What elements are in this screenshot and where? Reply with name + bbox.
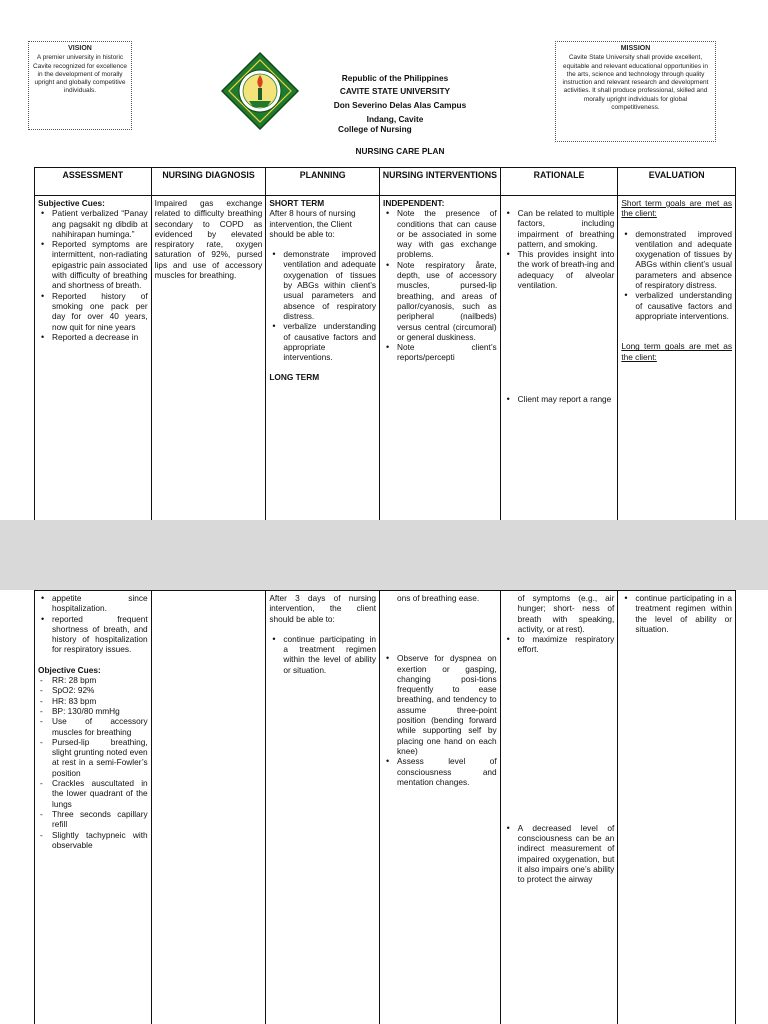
mission-box bbox=[555, 41, 716, 142]
list-item: • This provides insight into the work of breath-ing and adequacy of alveolar ventilation. bbox=[504, 249, 615, 290]
campus-location: Indang, Cavite bbox=[366, 114, 424, 124]
list-item: - BP: 130/80 mmHg bbox=[38, 706, 148, 716]
planning-cell bbox=[266, 591, 380, 1024]
diagnosis-text: Impaired gas exchange related to difficulty breathing secondary to COPD as evidenced by elevated respiratory rate, oxygen saturation of 92%, pursed lips and use of accessory muscles for breathing. bbox=[154, 198, 263, 281]
campus-name: Don Severino Delas Alas Campus bbox=[333, 100, 467, 110]
care-plan-table bbox=[34, 167, 736, 520]
list-item: • Client may report a range bbox=[504, 394, 615, 404]
list-item: - SpO2: 92% bbox=[38, 685, 148, 695]
interventions-cell bbox=[380, 196, 501, 520]
short-term-intro: After 8 hours of nursing intervention, the Client should be able to: bbox=[269, 208, 356, 239]
list-item: • verbalized understanding of causative factors and appropriate interventions. bbox=[621, 290, 732, 321]
assessment-cell bbox=[35, 196, 152, 520]
assessment-cell bbox=[35, 591, 152, 1024]
list-item: • continue participating in a treatment regimen within the level of ability or situation. bbox=[621, 593, 732, 634]
long-term-goals-heading: Long term goals are met as the client: bbox=[621, 341, 733, 362]
list-item: • verbalize understanding of causative factors and appropriate interventions. bbox=[269, 321, 376, 362]
vision-box bbox=[28, 41, 132, 130]
independent-heading: INDEPENDENT: bbox=[383, 198, 445, 208]
list-item: - RR: 28 bpm bbox=[38, 675, 148, 685]
column-header: RATIONALE bbox=[501, 168, 619, 195]
column-header: PLANNING bbox=[266, 168, 380, 195]
evaluation-cell bbox=[618, 196, 735, 520]
list-item: • continue participating in a treatment regimen within the level of ability or situation. bbox=[269, 634, 376, 675]
university-name: CAVITE STATE UNIVERSITY bbox=[339, 86, 451, 96]
list-item: - Slightly tachypneic with observable bbox=[38, 830, 148, 851]
long-term-heading: LONG TERM bbox=[269, 372, 320, 383]
list-item: • Reported symptoms are intermittent, non-radiating epigastric pain associated with difficulty of breathing and shortness of breath. bbox=[38, 239, 148, 290]
list-item: • Reported a decrease in bbox=[38, 332, 148, 342]
objective-cues-heading: Objective Cues: bbox=[38, 664, 101, 675]
column-header: NURSING INTERVENTIONS bbox=[380, 168, 501, 195]
list-item: • demonstrate improved ventilation and adequate oxygenation of tissues by ABGs within client’s usual parameters and absence of respiratory distress. bbox=[269, 249, 376, 321]
list-item: • Assess level of consciousness and mentation changes. bbox=[383, 756, 497, 787]
list-item: • Note client’s reports/percepti bbox=[383, 342, 497, 363]
republic-line: Republic of the Philippines bbox=[341, 73, 449, 83]
mission-title: MISSION bbox=[620, 45, 651, 52]
list-item: • Can be related to multiple factors, including impairment of breathing pattern, and smoking. bbox=[504, 208, 615, 249]
list-item: • reported frequent shortness of breath, and history of hospitalization for respiratory issues. bbox=[38, 614, 148, 655]
document-title: NURSING CARE PLAN bbox=[355, 146, 445, 156]
evaluation-cell bbox=[618, 591, 735, 1024]
column-header: NURSING DIAGNOSIS bbox=[152, 168, 267, 195]
list-item: • Reported history of smoking one pack per day for over 40 years, now quit for nine years bbox=[38, 291, 148, 332]
list-item: • Observe for dyspnea on exertion or gasping, changing posi-tions frequently to ease breathing, and tendency to assume three-point position (bending forward while supporting self by placing one hand on each knee) bbox=[383, 653, 497, 756]
intervention-continued-text: ons of breathing ease. bbox=[397, 593, 480, 603]
list-item: - Use of accessory muscles for breathing bbox=[38, 716, 148, 737]
list-item: - HR: 83 bpm bbox=[38, 696, 148, 706]
list-item: • Note the presence of conditions that can cause or be associated in some way with gas exchange problems. bbox=[383, 208, 497, 259]
table-row bbox=[35, 196, 735, 520]
planning-cell bbox=[266, 196, 380, 520]
vision-text: A premier university in historic Cavite recognized for excellence in the development of morally upright and globally competitive individuals. bbox=[33, 54, 127, 95]
list-item: • Note respiratory årate, depth, use of accessory muscles, pursed-lip breathing, and areas of pallor/cyanosis, such as peripheral (nailbeds) versus central (circumoral) or general duskiness. bbox=[383, 260, 497, 342]
short-term-goals-heading: Short term goals are met as the client: bbox=[621, 198, 733, 219]
interventions-cell bbox=[380, 591, 501, 1024]
rationale-cell bbox=[501, 196, 619, 520]
list-item: - Three seconds capillary refill bbox=[38, 809, 148, 830]
vision-title: VISION bbox=[68, 45, 92, 52]
column-header: ASSESSMENT bbox=[35, 168, 152, 195]
diagnosis-cell bbox=[152, 591, 267, 1024]
college-name: College of Nursing bbox=[338, 124, 412, 134]
long-term-intro: After 3 days of nursing intervention, the client should be able to: bbox=[269, 593, 377, 624]
short-term-heading: SHORT TERM bbox=[269, 198, 325, 208]
rationale-cell bbox=[501, 591, 619, 1024]
rationale-continued-text: of symptoms (e.g., air hunger; short- ness of breath with speaking, activity, or at rest). bbox=[517, 593, 615, 634]
list-item: • demonstrated improved ventilation and adequate oxygenation of tissues by ABGs within client’s usual parameters and absence of respiratory distress. bbox=[621, 229, 732, 291]
list-item: - Pursed-lip breathing, slight grunting noted even at rest in a semi-Fowler’s position bbox=[38, 737, 148, 778]
column-header: EVALUATION bbox=[648, 170, 705, 180]
list-item: • A decreased level of consciousness can be an indirect measurement of impaired oxygenation, but it also impairs one’s ability to protect the airway bbox=[504, 823, 615, 885]
list-item: • Patient verbalized “Panay ang pagsakit ng dibdib at nahihirapan huminga.” bbox=[38, 208, 148, 239]
university-seal-logo bbox=[220, 51, 300, 131]
diagnosis-cell bbox=[152, 196, 267, 520]
care-plan-page-2 bbox=[0, 590, 768, 1024]
care-plan-table-continued bbox=[34, 590, 736, 1024]
mission-text: Cavite State University shall provide excellent, equitable and relevant educational opportunities in the arts, science and technology through quality instruction and relevant research and development activities. It shall produce professional, skilled and morally upright individuals for global competitiveness. bbox=[562, 54, 709, 112]
table-header-row bbox=[35, 168, 735, 196]
subjective-cues-heading: Subjective Cues: bbox=[38, 198, 105, 208]
list-item: • to maximize respiratory effort. bbox=[504, 634, 615, 655]
list-item: • appetite since hospitalization. bbox=[38, 593, 148, 614]
table-row bbox=[35, 591, 735, 1024]
list-item: - Crackles auscultated in the lower quadrant of the lungs bbox=[38, 778, 148, 809]
